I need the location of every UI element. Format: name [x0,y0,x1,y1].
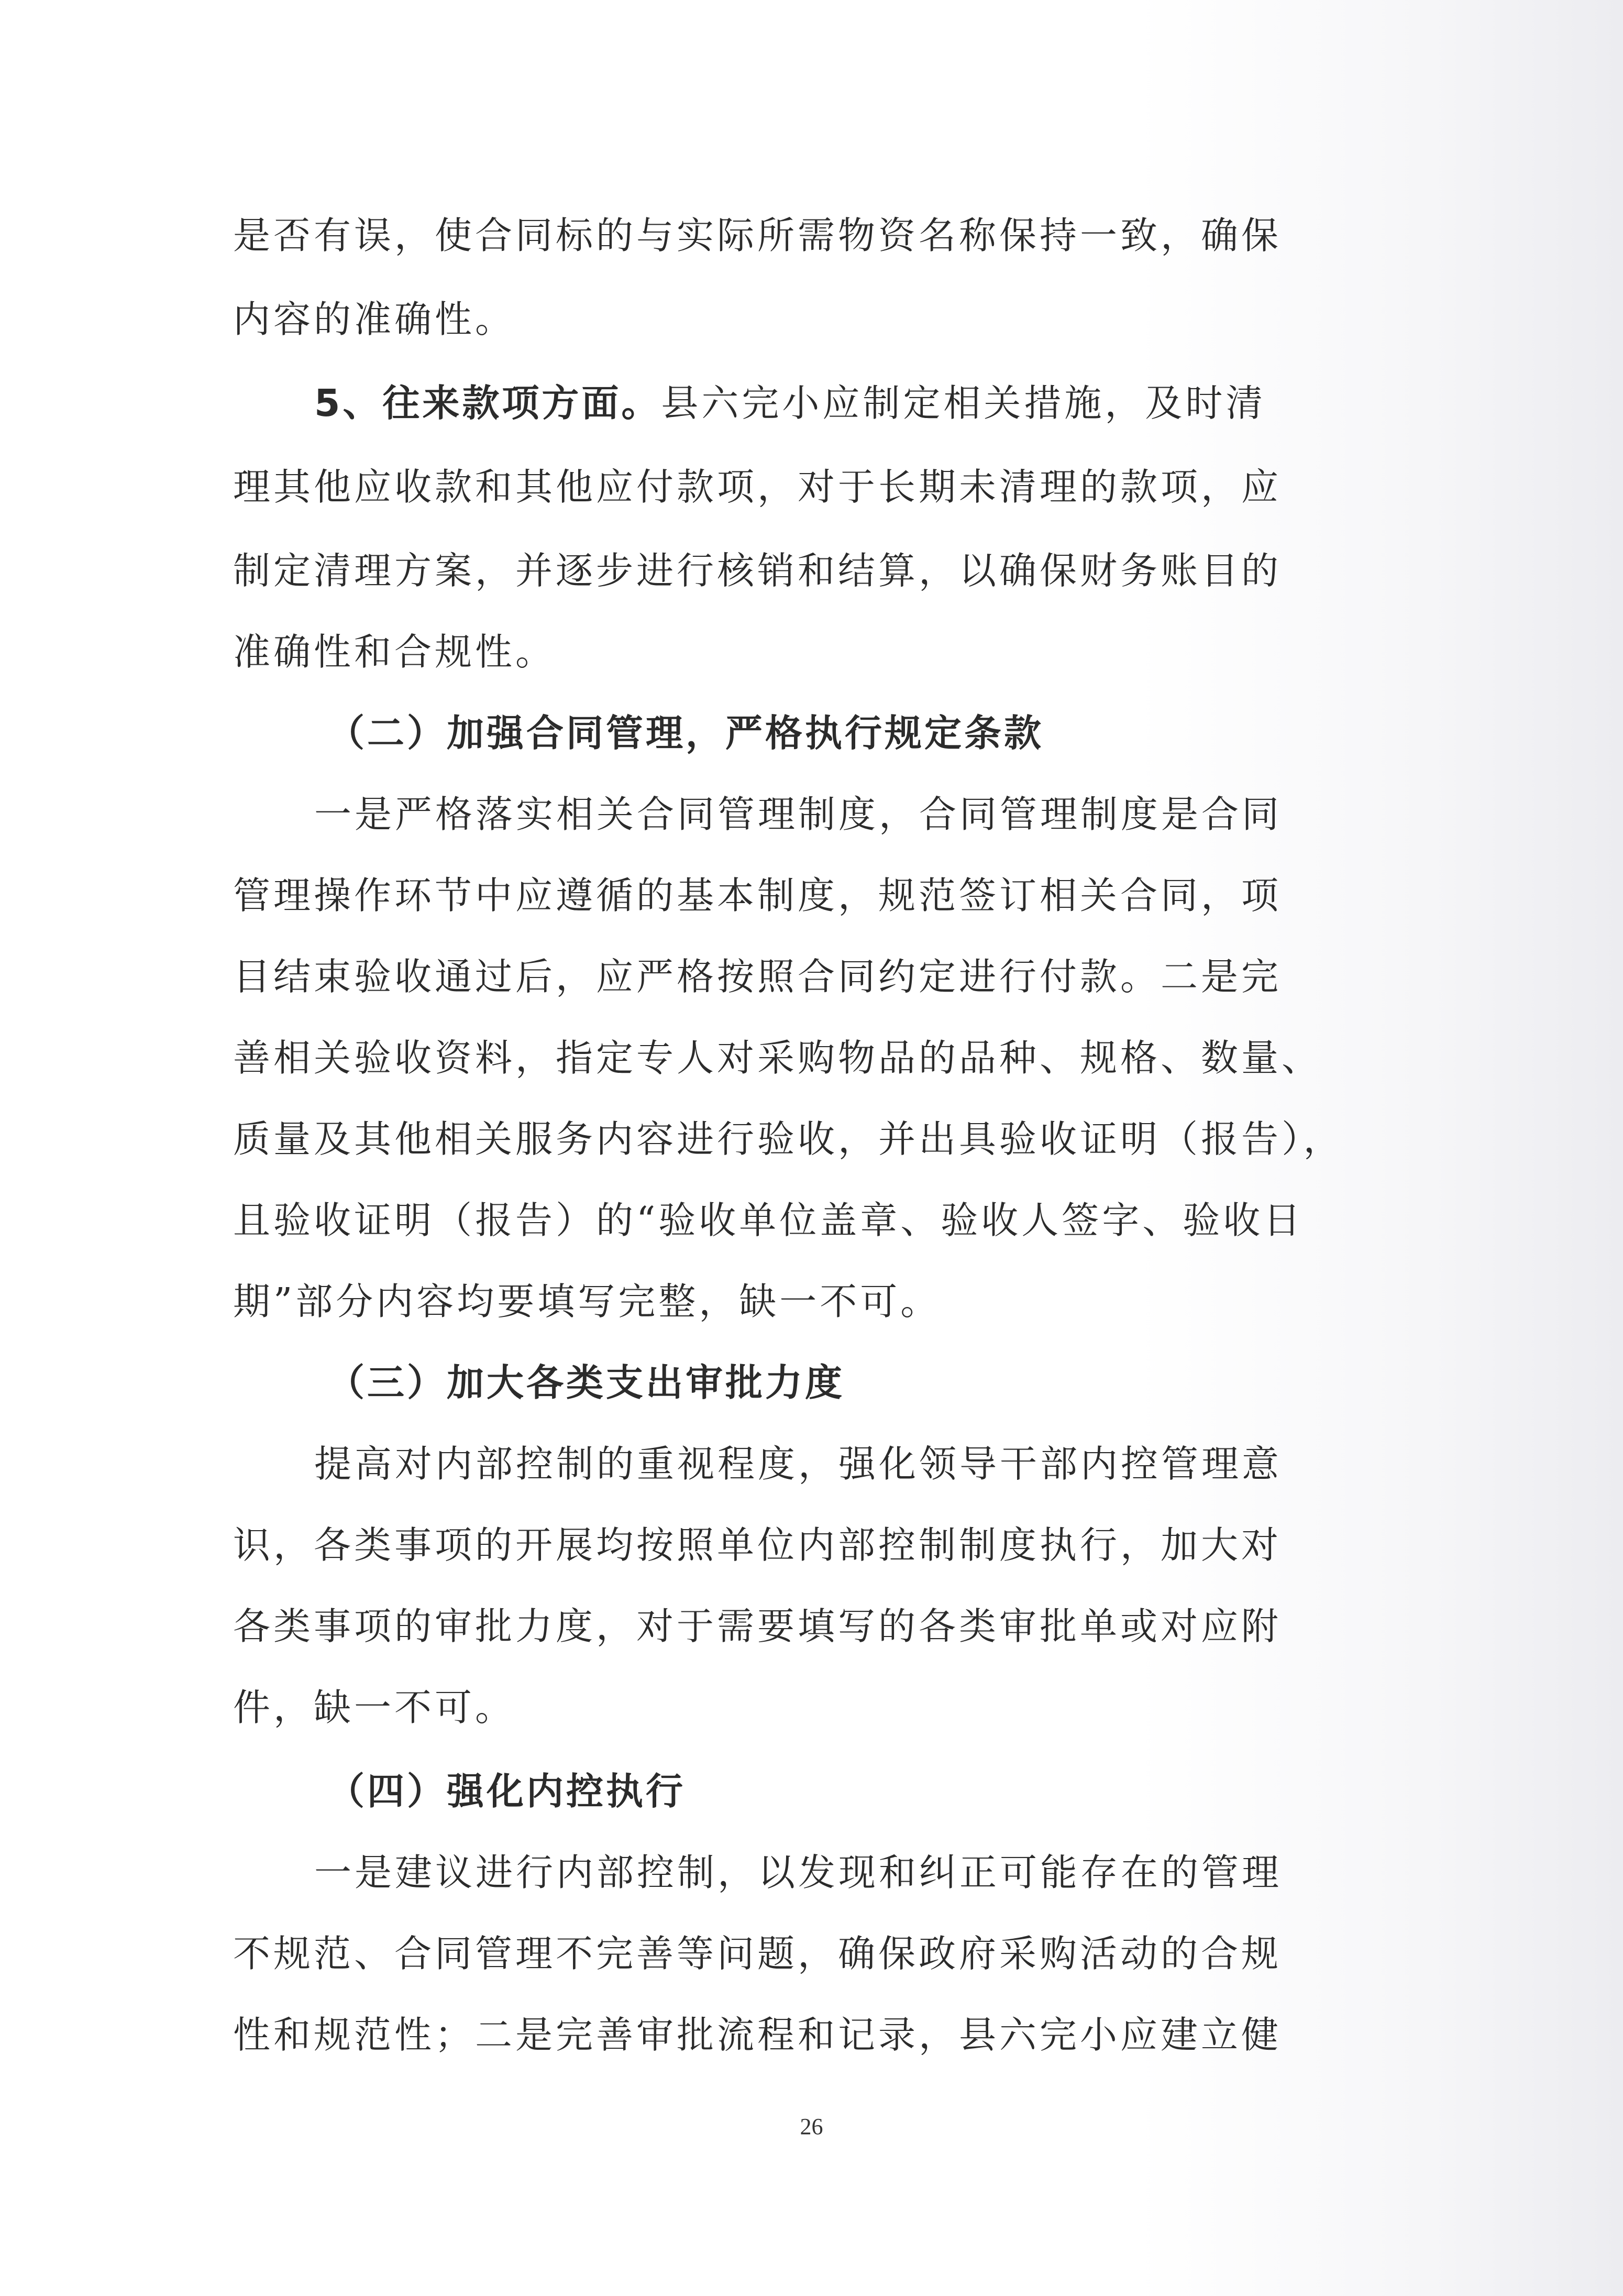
paragraph-line: 提高对内部控制的重视程度，强化领导干部内控管理意 [314,1442,1283,1486]
paragraph-line: 各类事项的审批力度，对于需要填写的各类审批单或对应附 [233,1605,1282,1648]
section-heading: （四）强化内控执行 [327,1770,686,1813]
paragraph-line: 件，缺一不可。 [233,1686,516,1729]
paragraph-line: 不规范、合同管理不完善等问题，确保政府采购活动的合规 [233,1932,1282,1975]
item-heading: 5、往来款项方面。 [314,381,661,425]
paragraph-line: 期”部分内容均要填写完整，缺一不可。 [233,1280,941,1323]
paragraph-line: 善相关验收资料，指定专人对采购物品的品种、规格、数量、 [233,1036,1322,1080]
paragraph-line: 一是建议进行内部控制，以发现和纠正可能存在的管理 [314,1851,1283,1894]
paragraph-line: 且验收证明（报告）的“验收单位盖章、验收人签字、验收日 [233,1199,1304,1242]
paragraph-line: 制定清理方案，并逐步进行核销和结算，以确保财务账目的 [233,549,1282,592]
paragraph-line: 准确性和合规性。 [233,630,556,674]
paragraph-line: 是否有误，使合同标的与实际所需物资名称保持一致，确保 [233,214,1282,257]
paragraph-text: 县六完小应制定相关措施，及时清 [661,381,1266,425]
paragraph-line: 理其他应收款和其他应付款项，对于长期未清理的款项，应 [233,465,1282,509]
section-heading: （三）加大各类支出审批力度 [327,1361,845,1404]
paragraph-line: 内容的准确性。 [233,298,516,341]
paragraph-line: 性和规范性；二是完善审批流程和记录，县六完小应建立健 [233,2013,1282,2057]
paragraph-line: 管理操作环节中应遵循的基本制度，规范签订相关合同，项 [233,874,1282,917]
paragraph-line: 目结束验收通过后，应严格按照合同约定进行付款。二是完 [233,955,1282,998]
paragraph-line: 识，各类事项的开展均按照单位内部控制制度执行，加大对 [233,1523,1282,1567]
page-number: 26 [800,2114,823,2139]
paragraph-line: 质量及其他相关服务内容进行验收，并出具验收证明（报告）， [233,1117,1344,1161]
paragraph-line: 一是严格落实相关合同管理制度，合同管理制度是合同 [314,793,1283,836]
paragraph-line [314,377,1466,430]
section-heading: （二）加强合同管理，严格执行规定条款 [327,711,1044,755]
